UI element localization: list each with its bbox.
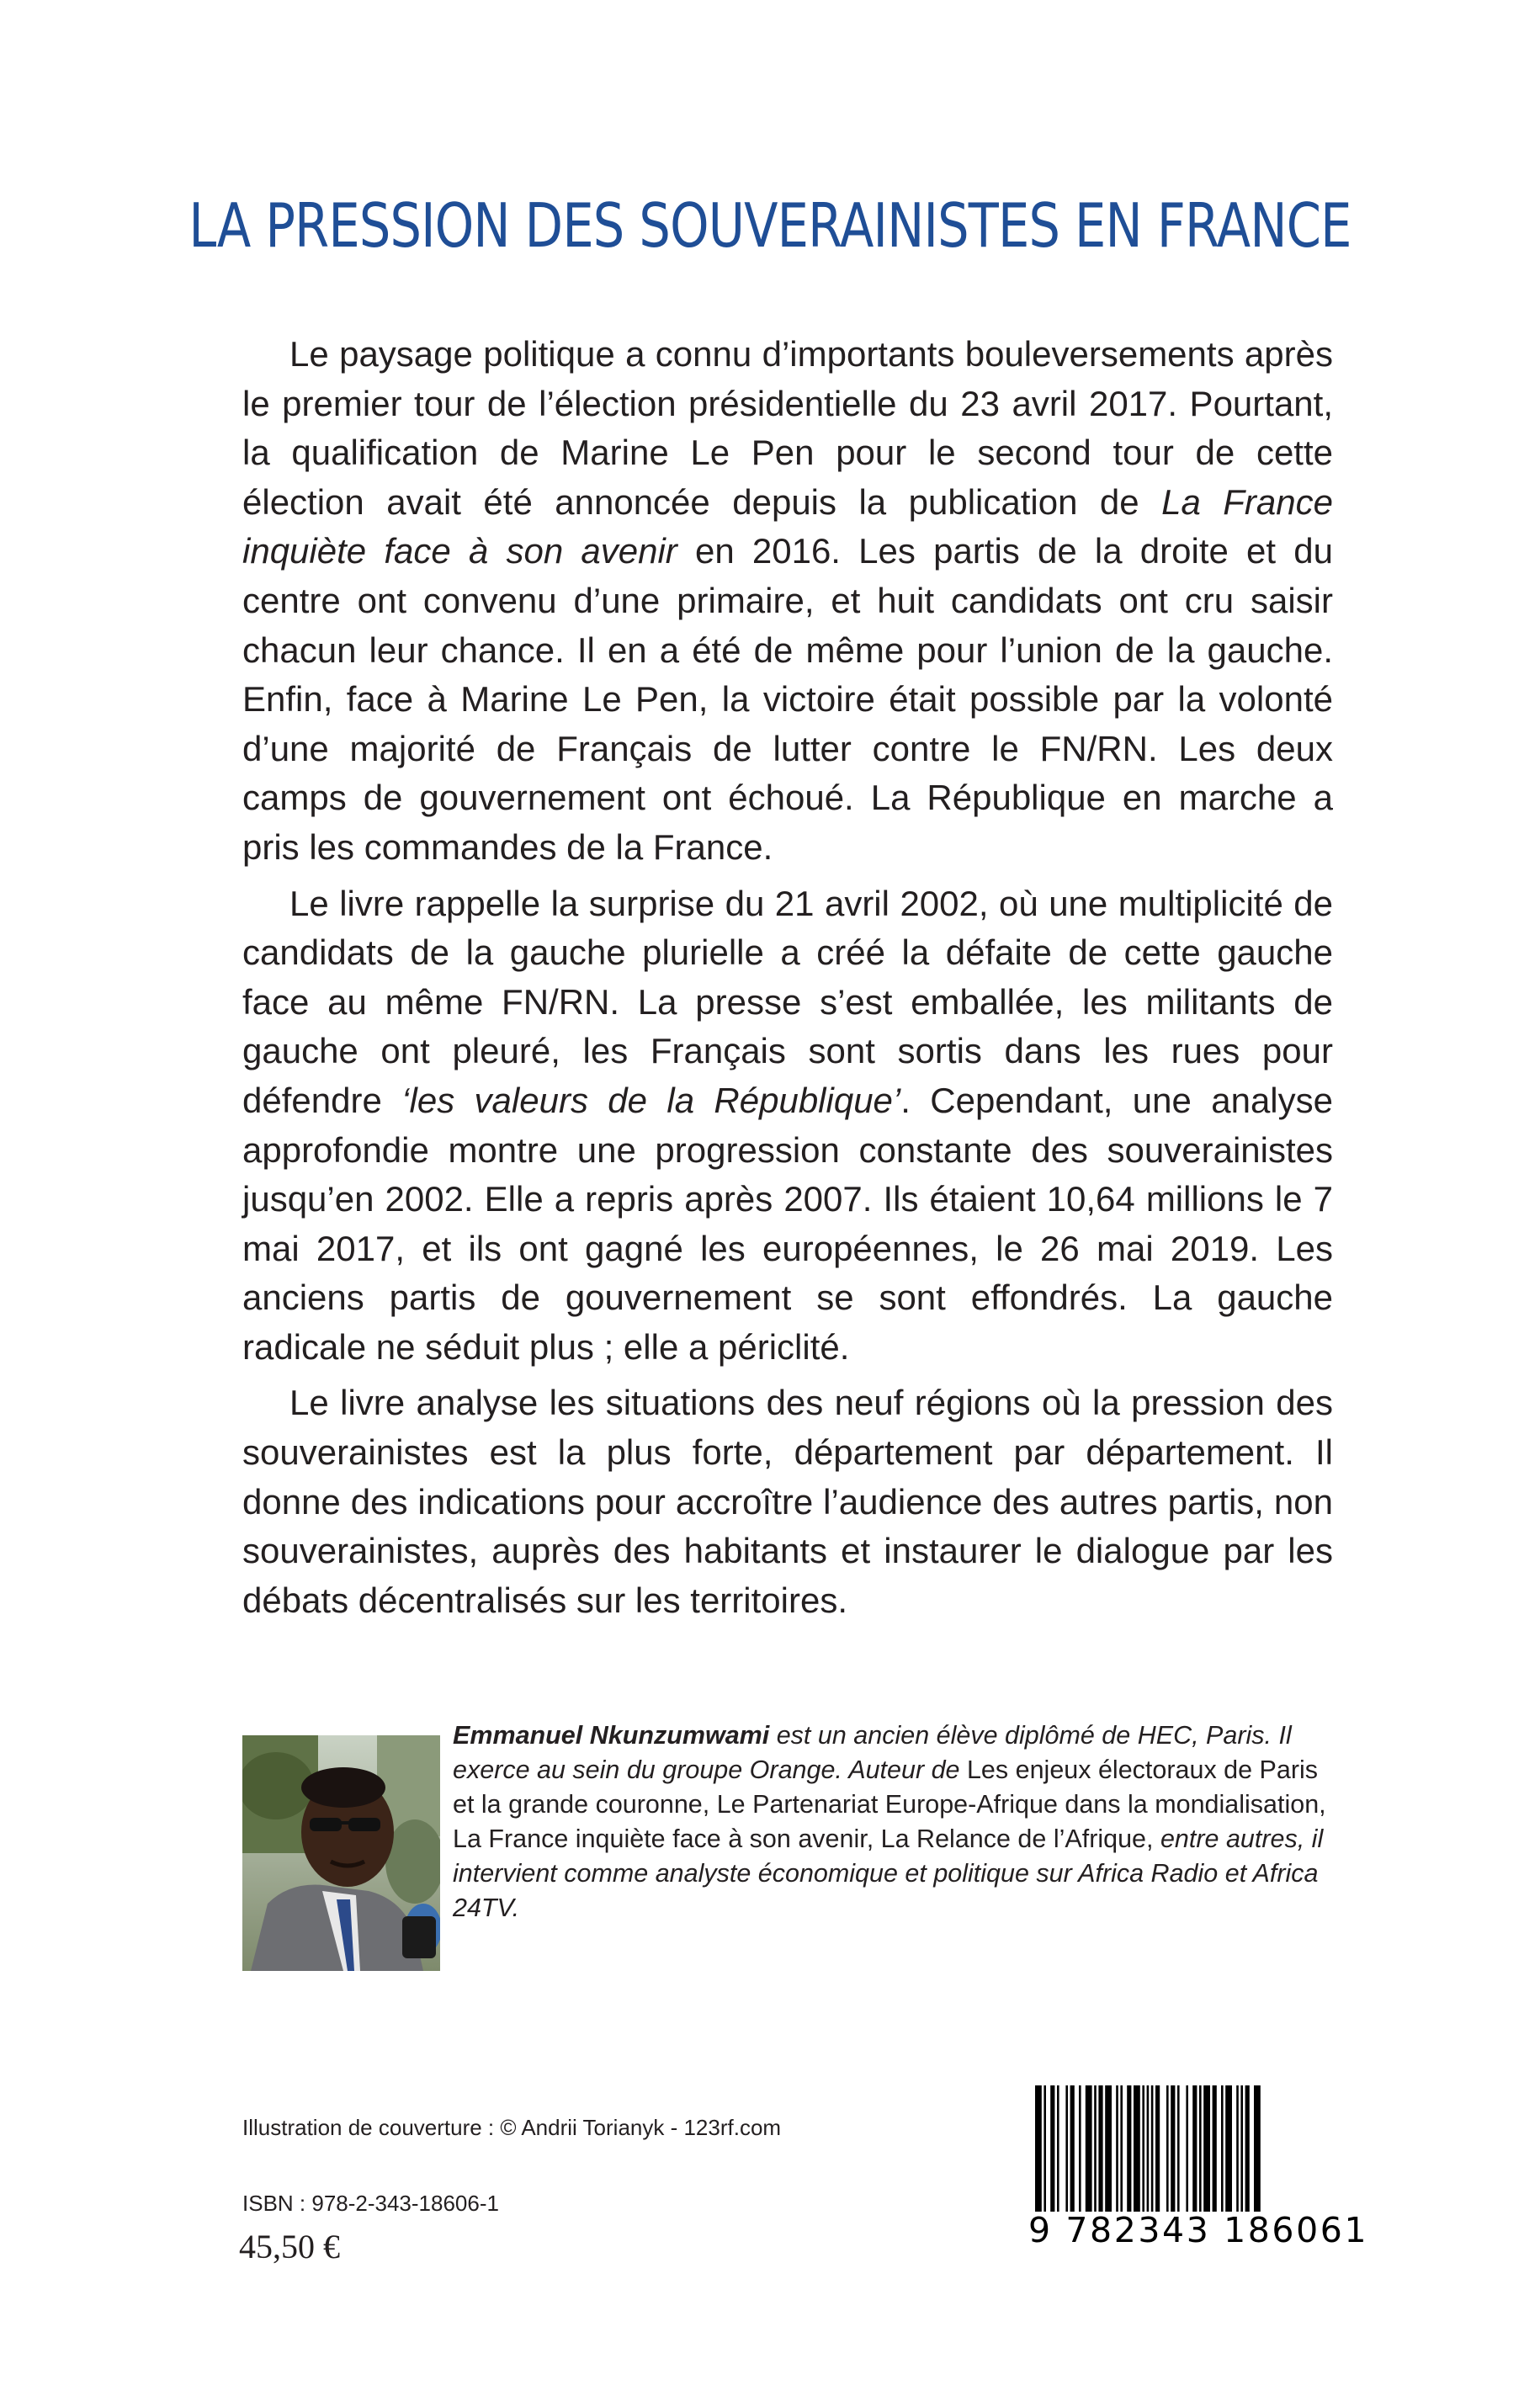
back-cover-summary [242, 330, 1333, 1632]
barcode-bar [1116, 2085, 1118, 2212]
price: 45,50 € [239, 2228, 340, 2265]
barcode-bar [1050, 2085, 1054, 2212]
summary-paragraph-1 [242, 330, 1333, 873]
summary-paragraph-2 [242, 879, 1333, 1373]
text-run: Le livre analyse les situations des neuf régions où la pression des souverainistes est la plus forte, département par département. Il donne des indications pour accroître l’audience des autres partis, non souverainistes, auprès des habitants et instaurer le dialogue par les débats décentralisés sur les territoires. [242, 1383, 1333, 1620]
cover-illustration-credit: Illustration de couverture : © Andrii Torianyk - 123rf.com [242, 2115, 782, 2140]
isbn: ISBN : 978-2-343-18606-1 [242, 2191, 499, 2216]
text-run: Le livre rappelle la surprise du 21 avril 2002, où une multiplicité de candidats de la gauche plurielle a créé la défaite de cette gauche face au même FN/RN. La presse s’est emballée, les militants de gauche ont pleuré, les Français sont sortis dans les rues pour défendre [242, 883, 1333, 1120]
text-run: . Cependant, une analyse approfondie montre une progression constante des souverainistes jusqu’en 2002. Elle a repris après 2007. Ils étaient 10,64 millions le 7 mai 2017, et ils ont gagné les européennes, le 26 mai 2019. Les anciens partis de gouvernement se sont effondrés. La gauche radicale ne séduit plus ; elle a périclité. [242, 1080, 1333, 1367]
barcode-bar [1079, 2085, 1081, 2212]
barcode-bar [1120, 2085, 1123, 2212]
barcode-bar [1225, 2085, 1232, 2212]
barcode-bar [1254, 2085, 1261, 2212]
barcode-bar [1098, 2085, 1102, 2212]
text-run: en 2016. Les partis de la droite et du centre ont convenu d’une primaire, et huit candidats ont cru saisir chacun leur chance. Il en a été de même pour l’union de la gauche. Enfin, face à Marine Le Pen, la victoire était possible par la volonté d’une majorité de Français de lutter contre le FN/RN. Les deux camps de gouvernement ont échoué. La République en marche a pris les commandes de la France. [242, 531, 1333, 867]
author-portrait-illustration [242, 1735, 440, 1971]
text-run: est un ancien élève diplômé de HEC, Paris. Il exerce au sein du groupe Orange. Auteur de [453, 1721, 1292, 1784]
barcode-bar [1245, 2085, 1250, 2212]
barcode-bar [1171, 2085, 1175, 2212]
text-run: Les enjeux électoraux de Paris et la grande couronne, Le Partenariat Europe-Afrique dans la mondialisation, La France inquiète face à son avenir, La Relance de l’Afrique, [453, 1756, 1326, 1853]
text-run: ‘les valeurs de la République’ [401, 1080, 901, 1120]
barcode-bar [1043, 2085, 1046, 2212]
author-photo [242, 1735, 440, 1971]
barcode-bar [1070, 2085, 1075, 2212]
barcode-bar [1186, 2085, 1188, 2212]
barcode-bar [1166, 2085, 1169, 2212]
barcode-bar [1086, 2085, 1092, 2212]
barcode-bar [1065, 2085, 1068, 2212]
text-run: Emmanuel Nkunzumwami [453, 1721, 770, 1750]
barcode-bar [1142, 2085, 1144, 2212]
text-run: Le paysage politique a connu d’importants bouleversements après le premier tour de l’élection présidentielle du 23 avril 2017. Pourtant, la qualification de Marine Le Pen pour le second tour de cette élection avait été annoncée depuis la publication de [242, 334, 1333, 522]
barcode-bar [1199, 2085, 1202, 2212]
text-run: entre autres, il intervient comme analyste économique et politique sur Africa Radio et Africa 24TV. [453, 1825, 1324, 1922]
barcode-bar [1105, 2085, 1112, 2212]
barcode-bar [1192, 2085, 1197, 2212]
barcode-bar [1151, 2085, 1154, 2212]
barcode-bar [1134, 2085, 1140, 2212]
text-run: La France inquiète face à son avenir [242, 481, 1333, 571]
barcode-bar [1094, 2085, 1097, 2212]
barcode-bar [1127, 2085, 1131, 2212]
barcode-digits: 9 782343 186061 [1028, 2210, 1369, 2250]
barcode-bar [1213, 2085, 1217, 2212]
barcode-bar [1203, 2085, 1210, 2212]
barcode-bars [1032, 2085, 1333, 2212]
book-title: LA PRESSION DES SOUVERAINISTES EN FRANCE [189, 190, 1351, 262]
barcode-bar [1221, 2085, 1224, 2212]
summary-paragraph-3 [242, 1378, 1333, 1625]
barcode-bar [1155, 2085, 1160, 2212]
barcode-bar [1057, 2085, 1059, 2212]
barcode-bar [1177, 2085, 1180, 2212]
barcode-bar [1236, 2085, 1239, 2212]
barcode-bar [1240, 2085, 1243, 2212]
author-biography [453, 1718, 1333, 1926]
barcode-bar [1147, 2085, 1150, 2212]
barcode-bar [1035, 2085, 1042, 2212]
